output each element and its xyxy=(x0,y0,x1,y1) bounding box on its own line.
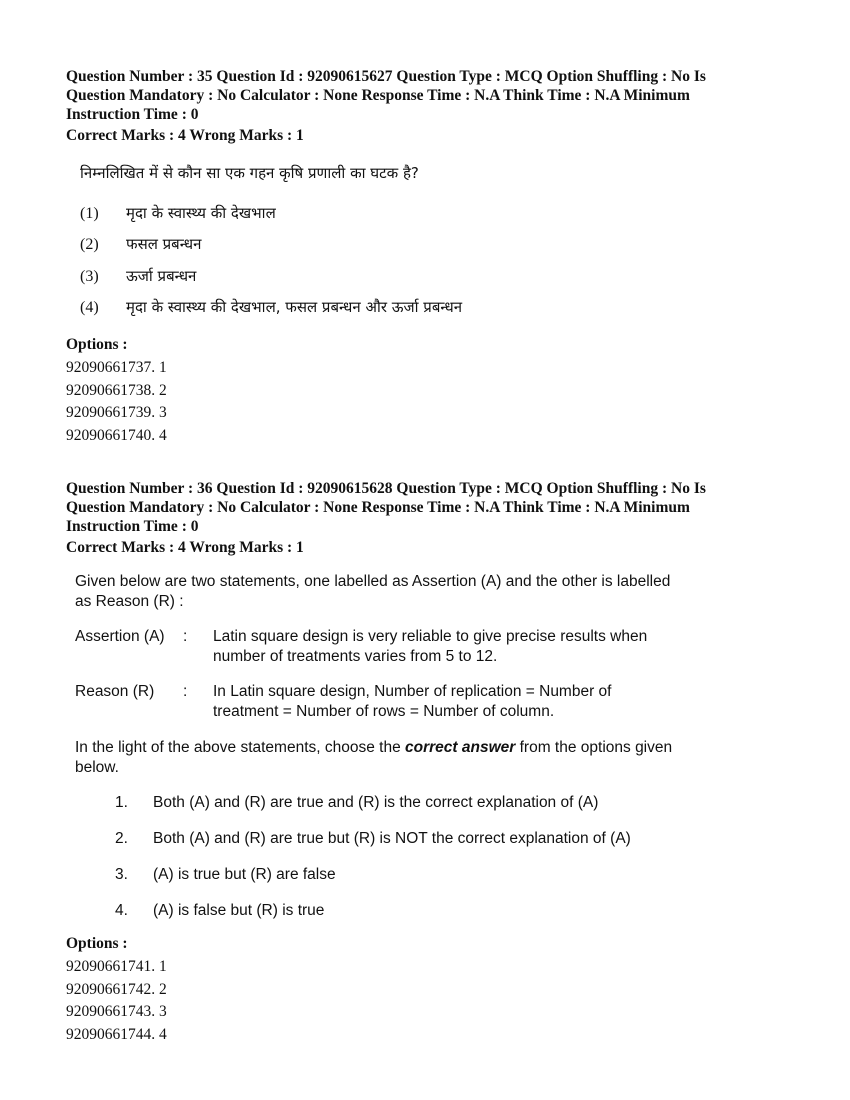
option-id: 92090661743. 3 xyxy=(66,1003,167,1020)
q36-choice-1 xyxy=(115,793,598,813)
q35-metadata xyxy=(66,67,786,124)
choice-text: ऊर्जा प्रबन्धन xyxy=(126,267,197,285)
q36-marks: Correct Marks : 4 Wrong Marks : 1 xyxy=(66,539,304,556)
q36-meta-line: Instruction Time : 0 xyxy=(66,518,199,535)
option-id: 92090661741. 1 xyxy=(66,958,167,975)
q36-instruction xyxy=(75,738,675,777)
option-id: 92090661739. 3 xyxy=(66,404,167,421)
instruction-emphasis: correct answer xyxy=(405,739,516,756)
choice-text: Both (A) and (R) are true but (R) is NOT the correct explanation of (A) xyxy=(153,830,631,847)
q36-option-ids xyxy=(66,956,167,1046)
choice-number: (1) xyxy=(80,205,99,222)
q35-choice-3 xyxy=(80,266,196,286)
q35-choice-1 xyxy=(80,203,276,223)
choice-text: (A) is false but (R) is true xyxy=(153,902,325,919)
option-id: 92090661740. 4 xyxy=(66,426,167,444)
choice-number: (4) xyxy=(80,299,99,316)
assertion-colon: : xyxy=(183,628,188,645)
q35-meta-line: Question Number : 35 Question Id : 92090615627 Question Type : MCQ Option Shuffling : No Is xyxy=(66,68,706,85)
option-id: 92090661737. 1 xyxy=(66,359,167,376)
q35-meta-line: Question Mandatory : No Calculator : None Response Time : N.A Think Time : N.A Minimum xyxy=(66,87,690,104)
choice-number: (2) xyxy=(80,236,99,253)
q35-stem: निम्नलिखित में से कौन सा एक गहन कृषि प्रणाली का घटक है? xyxy=(80,164,419,182)
assertion-text: Latin square design is very reliable to give precise results when number of treatments varies from 5 to 12. xyxy=(213,628,648,665)
choice-number: (3) xyxy=(80,268,99,285)
reason-text: In Latin square design, Number of replication = Number of treatment = Number of rows = Number of column. xyxy=(213,683,612,720)
assertion-label: Assertion (A) xyxy=(75,628,165,645)
q35-options-heading: Options : xyxy=(66,336,128,353)
q35-meta-line: Instruction Time : 0 xyxy=(66,106,199,123)
q35-choice-2 xyxy=(80,234,201,254)
choice-text: मृदा के स्वास्थ्य की देखभाल, फसल प्रबन्धन और ऊर्जा प्रबन्धन xyxy=(126,298,463,316)
q35-question xyxy=(80,163,463,316)
option-id: 92090661744. 4 xyxy=(66,1025,167,1043)
q36-choice-3 xyxy=(115,865,336,885)
option-id: 92090661742. 2 xyxy=(66,980,167,998)
q35-choice-4 xyxy=(80,297,462,317)
choice-text: फसल प्रबन्धन xyxy=(126,235,202,253)
choice-number: 1. xyxy=(115,794,128,811)
instruction-text: In the light of the above statements, choose the xyxy=(75,739,406,756)
q36-metadata xyxy=(66,479,786,536)
reason-label: Reason (R) xyxy=(75,683,155,700)
choice-text: (A) is true but (R) are false xyxy=(153,866,336,883)
choice-text: Both (A) and (R) are true and (R) is the correct explanation of (A) xyxy=(153,794,599,811)
q36-meta-line: Question Mandatory : No Calculator : None Response Time : N.A Think Time : N.A Minimum xyxy=(66,499,690,516)
q35-marks: Correct Marks : 4 Wrong Marks : 1 xyxy=(66,127,304,144)
q36-choice-2 xyxy=(115,829,631,849)
q36-choice-4 xyxy=(115,901,324,921)
choice-number: 4. xyxy=(115,902,128,919)
choice-number: 3. xyxy=(115,866,128,883)
instruction-text: from the options given below. xyxy=(75,739,673,776)
choice-text: मृदा के स्वास्थ्य की देखभाल xyxy=(126,204,276,222)
q36-intro: Given below are two statements, one labelled as Assertion (A) and the other is labelled as Reason (R) : xyxy=(75,573,671,610)
q36-meta-line: Question Number : 36 Question Id : 92090615628 Question Type : MCQ Option Shuffling : No Is xyxy=(66,480,706,497)
choice-number: 2. xyxy=(115,830,128,847)
reason-colon: : xyxy=(183,683,188,700)
q36-options-heading: Options : xyxy=(66,935,128,952)
q35-option-ids xyxy=(66,357,167,447)
option-id: 92090661738. 2 xyxy=(66,381,167,399)
